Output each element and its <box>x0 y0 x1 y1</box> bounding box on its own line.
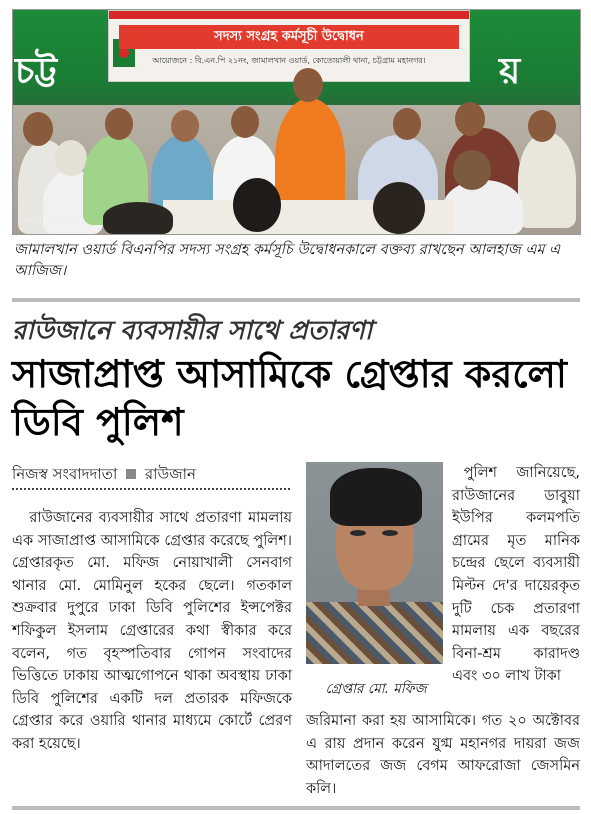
camera-watermark: SHOT ON OPPO <box>23 216 78 224</box>
divider <box>12 298 580 302</box>
article-body-right <box>452 462 580 688</box>
photo-caption: জামালখান ওয়ার্ড বিএনপির সদস্য সংগ্রহ কর্মসূচি উদ্বোধনকালে বক্তব্য রাখছেন আলহাজ এম এ আজিজ। <box>14 242 561 279</box>
person-head <box>528 110 556 142</box>
backdrop-text-left: চট্ট <box>15 51 58 92</box>
person-figure <box>518 132 576 228</box>
person-head <box>373 182 425 234</box>
article-body-left: রাউজানের ব্যবসায়ীর সাথে প্রতারণা মামলায় এক সাজাপ্রাপ্ত আসামিকে গ্রেপ্তার করেছে পুলিশ। গ্রেপ্তারকৃত মো. মফিজ নোয়াখালী সেনবাগ থানার মো. মোমিনুল হকের ছেলে। গতকাল শুক্রবার দুপুরে ঢাকা ডিবি পুলিশের ইন্সপেক্টর শফিকুল ইসলাম গ্রেপ্তারের কথা স্বীকার করে বলেন, গত বৃহস্পতিবার গোপন সংবাদের ভিত্তিতে ঢাকায় আত্মগোপনে থাকা অবস্থায় ঢাকা ডিবি পুলিশের একটি দল প্রতারক মফিজকে গ্রেপ্তার করে ওয়ারি থানার মাধ্যমে কোর্টে প্রেরণ করা হয়েছে। <box>12 510 292 752</box>
banner-title: সদস্য সংগ্রহ কর্মসূচী উদ্বোধন <box>119 25 459 49</box>
person-head <box>233 178 281 232</box>
person-head <box>393 108 421 140</box>
article-body-bottom: জরিমানা করা হয় আসামিকে। গত ২০ অক্টোবর এ রায় প্রদান করেন যুগ্ম মহানগর দায়রা জজ আদালতের জজ বেগম আফরোজা জেসমিন কলি। <box>306 713 580 797</box>
accused-portrait <box>306 462 443 664</box>
speaker-head <box>293 68 323 102</box>
event-photo <box>12 9 581 235</box>
article-headline: সাজাপ্রাপ্ত আসামিকে গ্রেপ্তার করলো ডিবি পুলিশ <box>12 352 567 444</box>
person-figure <box>103 202 173 234</box>
dotted-divider <box>12 488 290 490</box>
byline-reporter: নিজস্ব সংবাদদাতা <box>12 465 118 483</box>
byline-place: রাউজান <box>144 465 196 483</box>
person-head <box>23 112 53 146</box>
bottom-divider <box>12 806 580 810</box>
byline <box>12 463 196 488</box>
person-head <box>171 110 199 142</box>
square-bullet-icon <box>126 469 136 479</box>
right-column-text: পুলিশ জানিয়েছে, রাউজানের ডাবুয়া ইউপির কলমপতি গ্রামের মৃত মানিক চন্দ্রের ছেলে ব্যবসায়ী মিল্টন দে'র দায়েরকৃত দুটি চেক প্রতারণা মামলায় এক বছরের বিনা-শ্রম কারাদণ্ড এবং ৩০ লাখ টাকা <box>452 465 580 685</box>
person-head <box>105 108 133 140</box>
portrait-caption: গ্রেপ্তার মো. মফিজ <box>325 681 427 697</box>
person-figure <box>443 180 523 234</box>
person-head <box>55 140 87 176</box>
person-head <box>231 106 259 138</box>
backdrop-text-right: য় <box>499 51 521 92</box>
event-banner <box>108 10 470 82</box>
person-head <box>453 150 491 190</box>
article-kicker: রাউজানে ব্যবসায়ীর সাথে প্রতারণা <box>12 316 373 346</box>
person-head <box>455 102 485 136</box>
banner-subtitle: আয়োজনে : বি.এন.পি ২১নং, জামালখান ওয়ার্ড, কোতোয়ালী থানা, চট্টগ্রাম মহানগর। <box>152 56 426 65</box>
